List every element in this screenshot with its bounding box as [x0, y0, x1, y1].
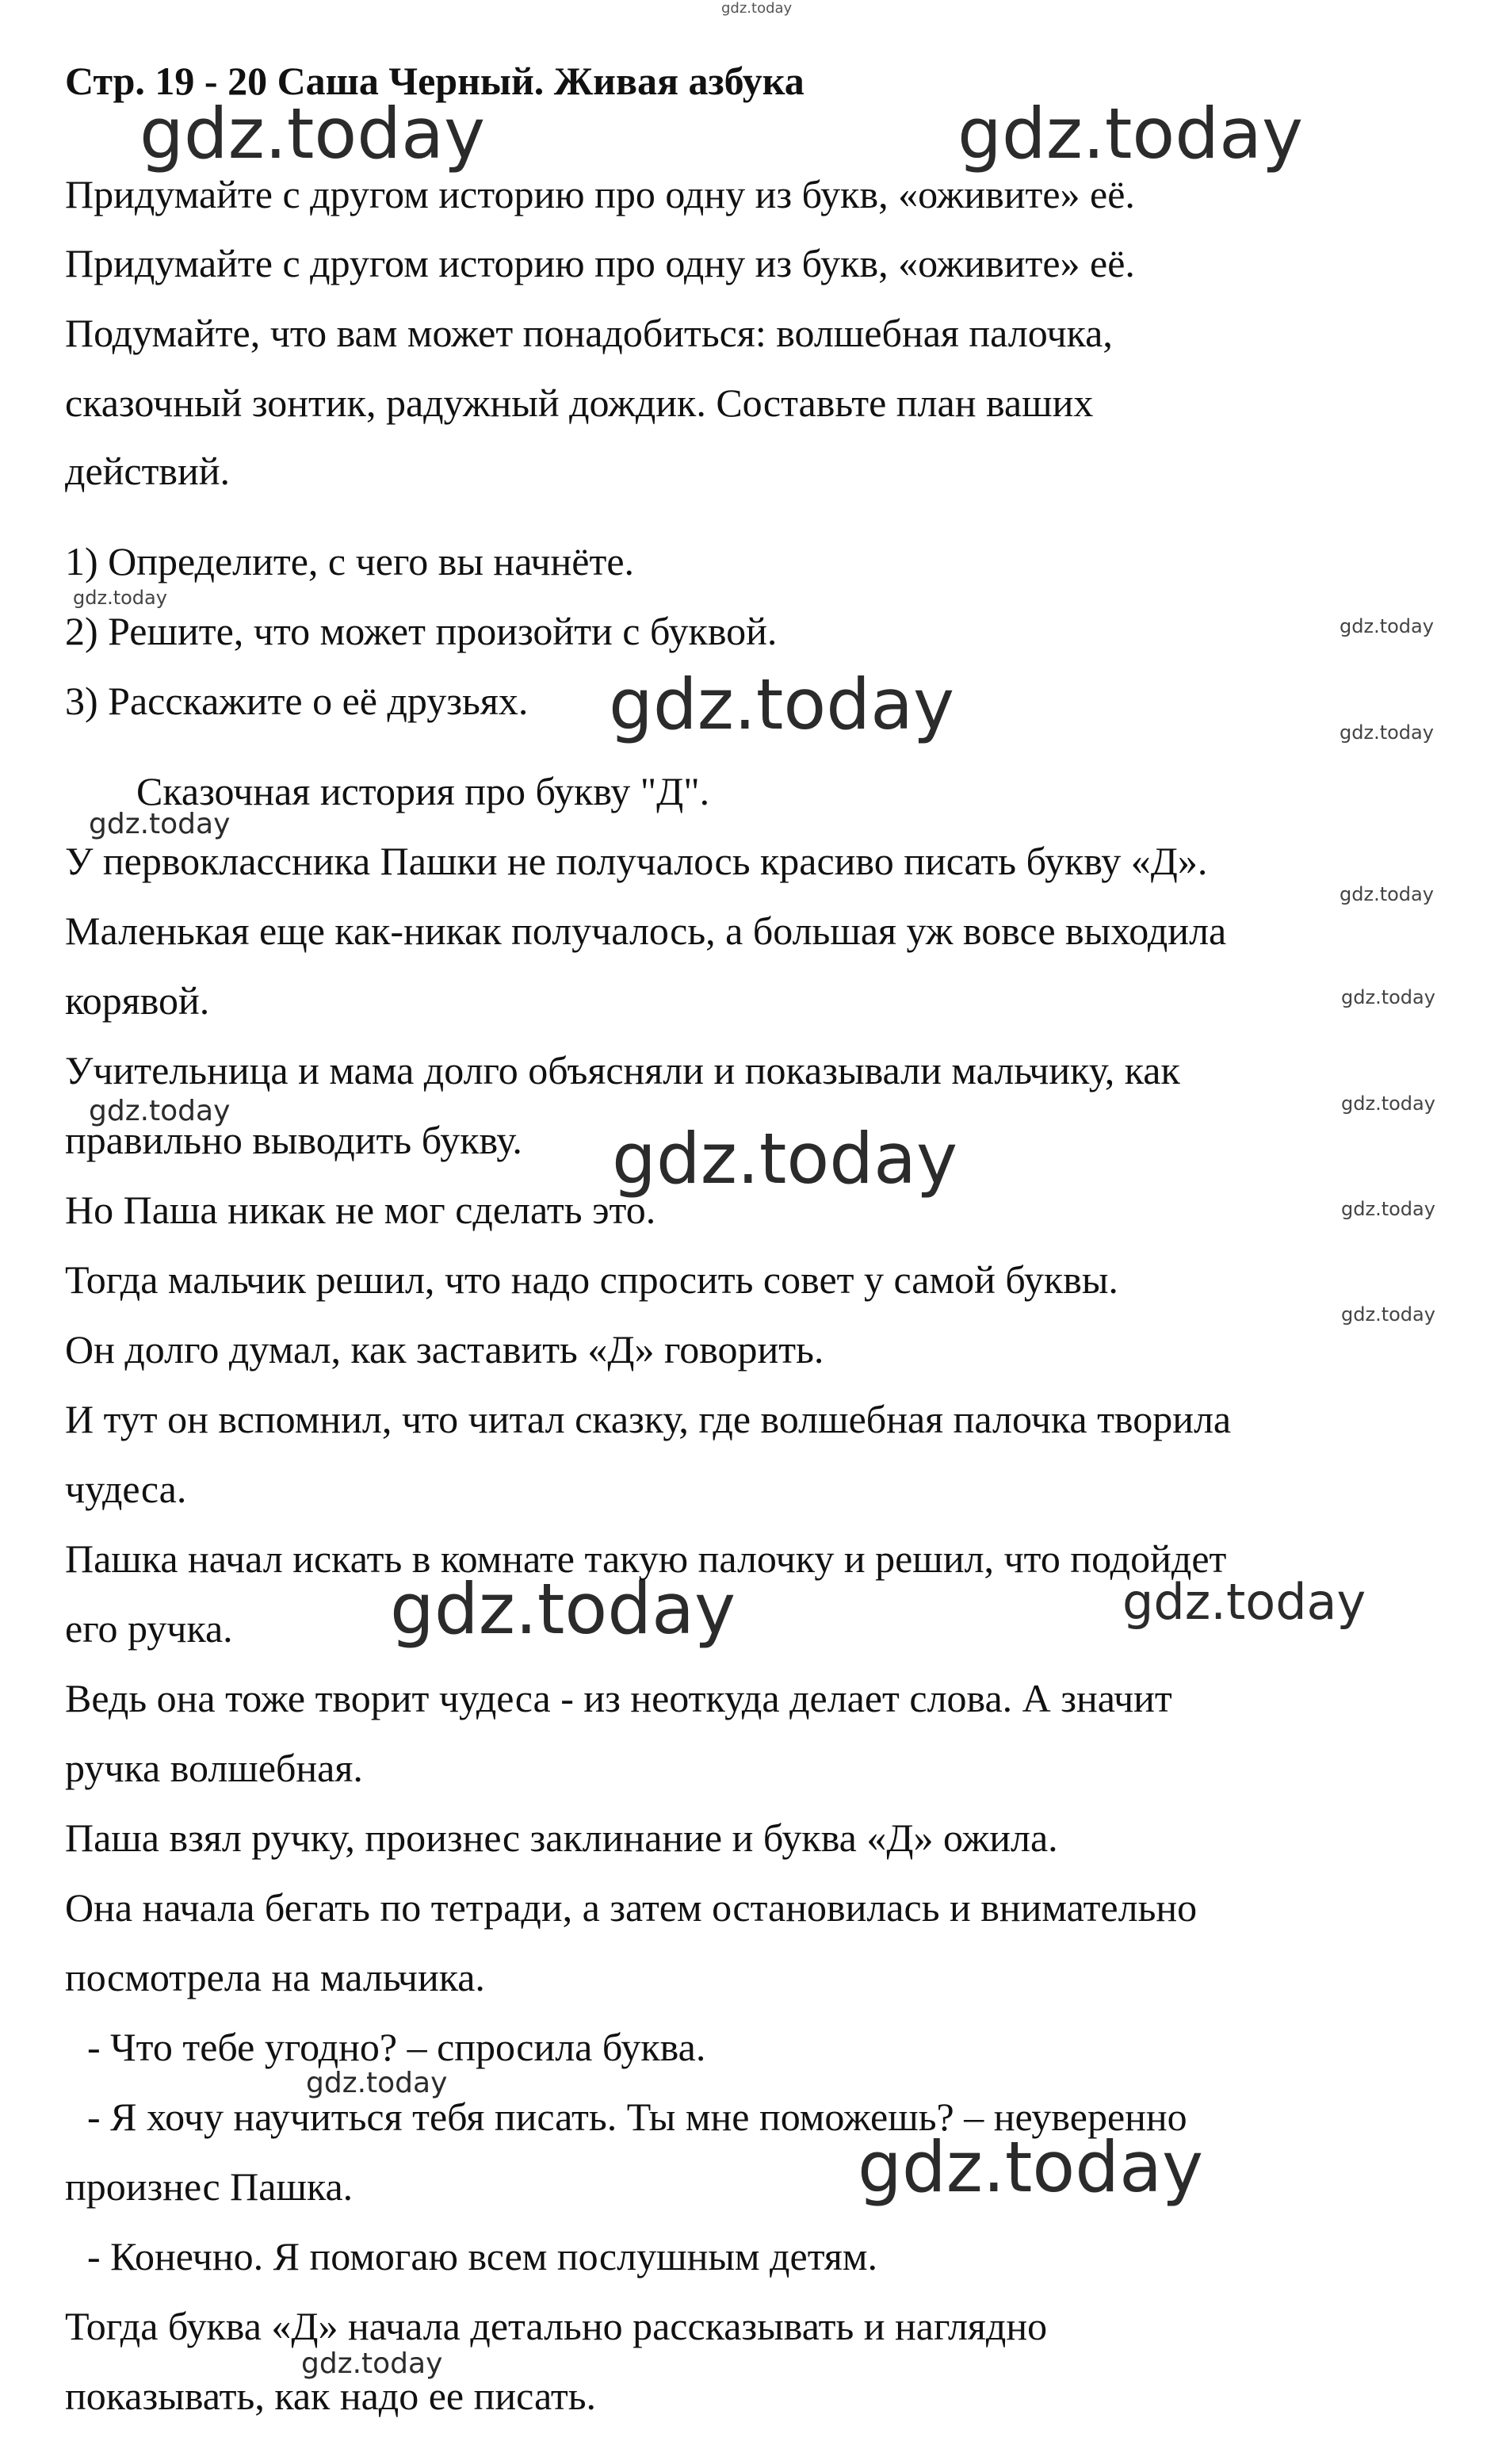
text-line: Подумайте, что вам может понадобиться: волшебная палочка,: [65, 311, 1113, 355]
watermark: gdz.today: [612, 1118, 958, 1199]
text-line: показывать, как надо ее писать.: [65, 2374, 596, 2418]
text-line: его ручка.: [65, 1606, 233, 1651]
text-line: Она начала бегать по тетради, а затем остановилась и внимательно: [65, 1885, 1198, 1930]
text-line: Тогда буква «Д» начала детально рассказывать и наглядно: [65, 2304, 1048, 2348]
watermark: gdz.today: [1340, 721, 1434, 744]
watermark: gdz.today: [1341, 1198, 1435, 1220]
watermark: gdz.today: [1341, 1092, 1435, 1115]
watermark: gdz.today: [139, 93, 486, 174]
watermark: gdz.today: [609, 664, 955, 745]
watermark: gdz.today: [73, 587, 167, 609]
watermark: gdz.today: [721, 0, 793, 17]
text-line: чудеса.: [65, 1467, 187, 1511]
watermark: gdz.today: [1340, 615, 1434, 637]
story-title: Сказочная история про букву "Д".: [136, 769, 710, 813]
text-line: Ведь она тоже творит чудеса - из неоткуда делает слова. А значит: [65, 1676, 1172, 1720]
watermark: gdz.today: [957, 93, 1304, 174]
text-line: У первоклассника Пашки не получалось красиво писать букву «Д».: [65, 839, 1208, 883]
text-line: Тогда мальчик решил, что надо спросить совет у самой буквы.: [65, 1257, 1118, 1302]
text-line: произнес Пашка.: [65, 2164, 354, 2209]
text-line: посмотрела на мальчика.: [65, 1955, 485, 1999]
text-line: Учительница и мама долго объясняли и показывали мальчику, как: [65, 1048, 1180, 1092]
watermark: gdz.today: [306, 2067, 448, 2099]
text-line: сказочный зонтик, радужный дождик. Составьте план ваших: [65, 381, 1094, 425]
text-line: Он долго думал, как заставить «Д» говорить.: [65, 1327, 824, 1372]
plan-step: 1) Определите, с чего вы начнёте.: [65, 539, 635, 583]
watermark: gdz.today: [301, 2347, 443, 2380]
dialogue-line: - Конечно. Я помогаю всем послушным детям.: [87, 2234, 878, 2278]
dialogue-line: - Что тебе угодно? – спросила буква.: [87, 2025, 706, 2069]
plan-step: 2) Решите, что может произойти с буквой.: [65, 609, 778, 653]
plan-step: 3) Расскажите о её друзьях.: [65, 679, 529, 723]
page-title: Стр. 19 - 20 Саша Черный. Живая азбука: [65, 59, 805, 103]
text-line: корявой.: [65, 978, 210, 1023]
watermark: gdz.today: [390, 1568, 736, 1650]
text-line: действий.: [65, 449, 231, 493]
text-line: И тут он вспомнил, что читал сказку, где волшебная палочка творила: [65, 1397, 1232, 1441]
watermark: gdz.today: [1341, 986, 1435, 1008]
watermark: gdz.today: [858, 2126, 1204, 2208]
text-line: Пашка начал искать в комнате такую палочку и решил, что подойдет: [65, 1536, 1227, 1581]
text-line: Маленькая еще как-никак получалось, а большая уж вовсе выходила: [65, 909, 1227, 953]
dialogue-line: - Я хочу научиться тебя писать. Ты мне поможешь? – неуверенно: [87, 2095, 1187, 2139]
watermark: gdz.today: [1340, 883, 1434, 905]
text-line: Придумайте с другом историю про одну из букв, «оживите» её.: [65, 241, 1135, 285]
text-line: Но Паша никак не мог сделать это.: [65, 1188, 656, 1232]
watermark: gdz.today: [89, 1095, 231, 1127]
text-line: правильно выводить букву.: [65, 1118, 522, 1162]
watermark: gdz.today: [1122, 1573, 1366, 1631]
watermark: gdz.today: [89, 808, 231, 840]
watermark: gdz.today: [1341, 1303, 1435, 1326]
text-line: Паша взял ручку, произнес заклинание и буква «Д» ожила.: [65, 1815, 1058, 1860]
text-line: Придумайте с другом историю про одну из букв, «оживите» её.: [65, 172, 1135, 216]
text-line: ручка волшебная.: [65, 1746, 363, 1790]
